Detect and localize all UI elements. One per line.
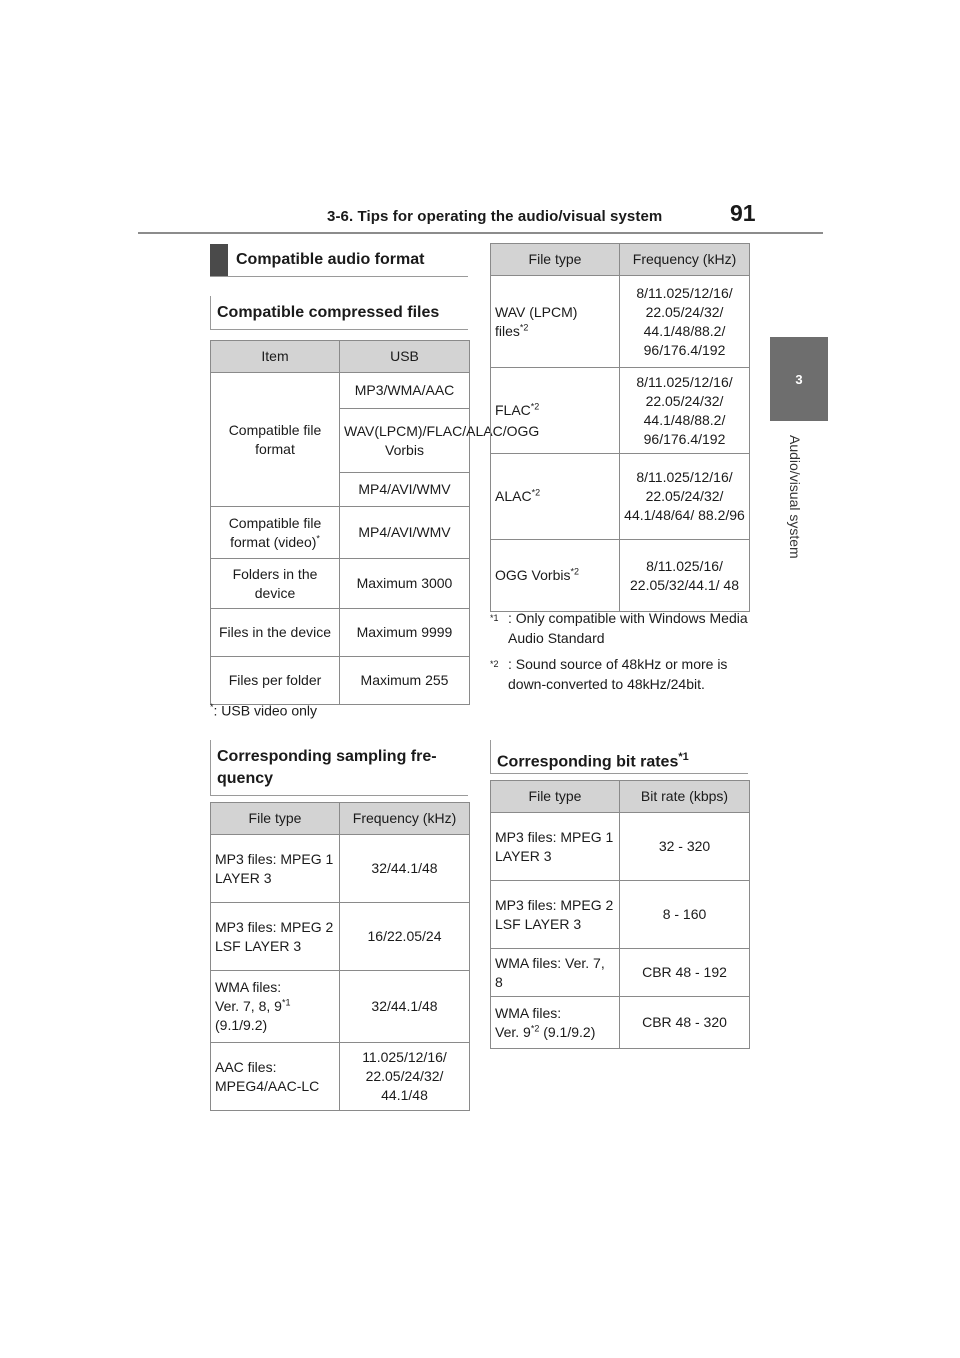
- column-header: Frequency (kHz): [620, 244, 750, 276]
- subheading-text: Corresponding bit rates: [497, 753, 679, 771]
- chapter-number: 3: [795, 371, 803, 387]
- sampling-frequency-table: [210, 802, 470, 1111]
- table-cell-file-type: [491, 276, 620, 368]
- table-cell-item: Files per folder: [211, 657, 340, 705]
- table-cell-value: MP3/WMA/AAC: [340, 373, 470, 409]
- sampling-frequency-table-continued: [490, 243, 750, 612]
- footnote-marker-text: *2: [490, 659, 499, 669]
- table-cell-bit-rate: CBR 48 - 320: [620, 997, 750, 1049]
- column-header: Bit rate (kbps): [620, 781, 750, 813]
- table-cell-file-type: WMA files: Ver. 7, 8: [491, 949, 620, 997]
- cell-text: FLAC: [495, 402, 531, 418]
- table-cell-file-type: AAC files: MPEG4/AAC-LC: [211, 1043, 340, 1111]
- footnote-marker: *2: [530, 1022, 540, 1033]
- table-cell-value: WAV(LPCM)/FLAC/ALAC/OGG Vorbis: [340, 409, 470, 473]
- table-row: [211, 373, 470, 409]
- table-header-row: [491, 244, 750, 276]
- column-header: File type: [491, 244, 620, 276]
- table-cell-bit-rate: 8 - 160: [620, 881, 750, 949]
- table-cell-file-type: [491, 997, 620, 1049]
- footnote-marker: *: [316, 532, 320, 543]
- table-cell-value: MP4/AVI/WMV: [340, 473, 470, 507]
- table-cell-value: Maximum 9999: [340, 609, 470, 657]
- table-cell-frequency: 8/11.025/16/ 22.05/32/44.1/ 48: [620, 540, 750, 612]
- table-row: [211, 507, 470, 559]
- footnote-marker: *2: [570, 566, 579, 577]
- table-cell-frequency: 32/44.1/48: [340, 971, 470, 1043]
- table-row: [491, 881, 750, 949]
- table-header-row: [491, 781, 750, 813]
- cell-text: WMA files:: [495, 1004, 562, 1021]
- table-cell-value: Maximum 255: [340, 657, 470, 705]
- section-heading-text: Compatible audio format: [236, 251, 425, 268]
- cell-text: Ver. 7, 8, 9: [215, 998, 282, 1014]
- table-cell-item: Folders in the device: [211, 559, 340, 609]
- chapter-side-label: Audio/visual system: [787, 435, 803, 559]
- cell-text: WAV (LPCM): [495, 303, 578, 320]
- footnote-1: [490, 608, 750, 648]
- cell-text: Compatible file format (video): [228, 514, 322, 550]
- table-row: [211, 903, 470, 971]
- footnote-2: [490, 654, 750, 694]
- table-header-row: [211, 341, 470, 373]
- table-cell-item: Compatible file format: [211, 373, 340, 507]
- header-divider: [138, 232, 823, 234]
- table-cell-item: Files in the device: [211, 609, 340, 657]
- column-header: Item: [211, 341, 340, 373]
- table-cell-file-type: MP3 files: MPEG 2 LSF LAYER 3: [491, 881, 620, 949]
- table-cell-frequency: 8/11.025/12/16/ 22.05/24/32/ 44.1/48/88.2/ 96/176.4/192: [620, 368, 750, 454]
- subheading-bit-rates: [490, 740, 748, 774]
- cell-text: Ver. 9: [495, 1023, 531, 1040]
- column-header: File type: [211, 803, 340, 835]
- footnote-marker-text: *1: [490, 613, 499, 623]
- table-cell-file-type: [491, 454, 620, 540]
- table-cell-file-type: [491, 540, 620, 612]
- table-row: [491, 997, 750, 1049]
- footnote-marker: *2: [531, 487, 541, 498]
- table-cell-frequency: 8/11.025/12/16/ 22.05/24/32/ 44.1/48/64/ 88.2/96: [620, 454, 750, 540]
- table-row: [211, 1043, 470, 1111]
- table-row: [491, 276, 750, 368]
- page-number: 91: [730, 200, 756, 226]
- column-header: File type: [491, 781, 620, 813]
- section-heading-bar: [210, 244, 228, 276]
- cell-text: ALAC: [495, 488, 532, 504]
- bit-rates-table: [490, 780, 750, 1049]
- table-cell-item: [211, 507, 340, 559]
- table-row: [211, 971, 470, 1043]
- cell-text: (9.1/9.2): [539, 1023, 596, 1040]
- table-footnote: [210, 698, 317, 721]
- chapter-tab: [770, 337, 828, 421]
- subheading-sampling-frequency: Corresponding sampling fre-quency: [210, 740, 468, 796]
- table-cell-frequency: 32/44.1/48: [340, 835, 470, 903]
- footnote-marker: *2: [530, 401, 540, 412]
- footnote-text: : Only compatible with Windows Media Audio Standard: [508, 610, 748, 646]
- table-row: [491, 949, 750, 997]
- table-cell-file-type: MP3 files: MPEG 1 LAYER 3: [491, 813, 620, 881]
- footnote-marker: [490, 654, 499, 678]
- table-cell-value: Maximum 3000: [340, 559, 470, 609]
- table-row: [211, 559, 470, 609]
- footnote-marker: *1: [281, 997, 291, 1008]
- cell-text: WMA files:: [215, 979, 282, 995]
- table-row: [211, 835, 470, 903]
- table-cell-frequency: 16/22.05/24: [340, 903, 470, 971]
- table-row: [491, 540, 750, 612]
- footnote-marker: *: [210, 702, 214, 712]
- column-header: Frequency (kHz): [340, 803, 470, 835]
- footnote-marker: *2: [519, 321, 529, 332]
- section-heading-audio-format: [210, 244, 468, 277]
- table-cell-file-type: MP3 files: MPEG 1 LAYER 3: [211, 835, 340, 903]
- table-cell-value: MP4/AVI/WMV: [340, 507, 470, 559]
- cell-text: files: [495, 322, 520, 339]
- cell-text: (9.1/9.2): [215, 1017, 268, 1033]
- table-row: [211, 609, 470, 657]
- table-cell-bit-rate: CBR 48 - 192: [620, 949, 750, 997]
- page-header-title: 3-6. Tips for operating the audio/visual system: [327, 208, 663, 225]
- cell-text: OGG Vorbis: [495, 567, 571, 583]
- table-header-row: [211, 803, 470, 835]
- table-cell-frequency: 11.025/12/16/ 22.05/24/32/ 44.1/48: [340, 1043, 470, 1111]
- table-cell-file-type: [491, 368, 620, 454]
- table-row: [491, 368, 750, 454]
- table-cell-file-type: [211, 971, 340, 1043]
- column-header: USB: [340, 341, 470, 373]
- footnote-marker: [490, 608, 499, 632]
- table-row: [491, 454, 750, 540]
- table-cell-file-type: MP3 files: MPEG 2 LSF LAYER 3: [211, 903, 340, 971]
- footnote-text: : USB video only: [213, 702, 318, 719]
- footnote-marker: *1: [678, 751, 689, 763]
- footnote-text: : Sound source of 48kHz or more is down-converted to 48kHz/24bit.: [508, 656, 728, 692]
- table-cell-frequency: 8/11.025/12/16/ 22.05/24/32/ 44.1/48/88.2/ 96/176.4/192: [620, 276, 750, 368]
- compressed-files-table: [210, 340, 540, 705]
- subheading-compressed-files: Compatible compressed files: [210, 296, 468, 330]
- table-row: [491, 813, 750, 881]
- table-cell-bit-rate: 32 - 320: [620, 813, 750, 881]
